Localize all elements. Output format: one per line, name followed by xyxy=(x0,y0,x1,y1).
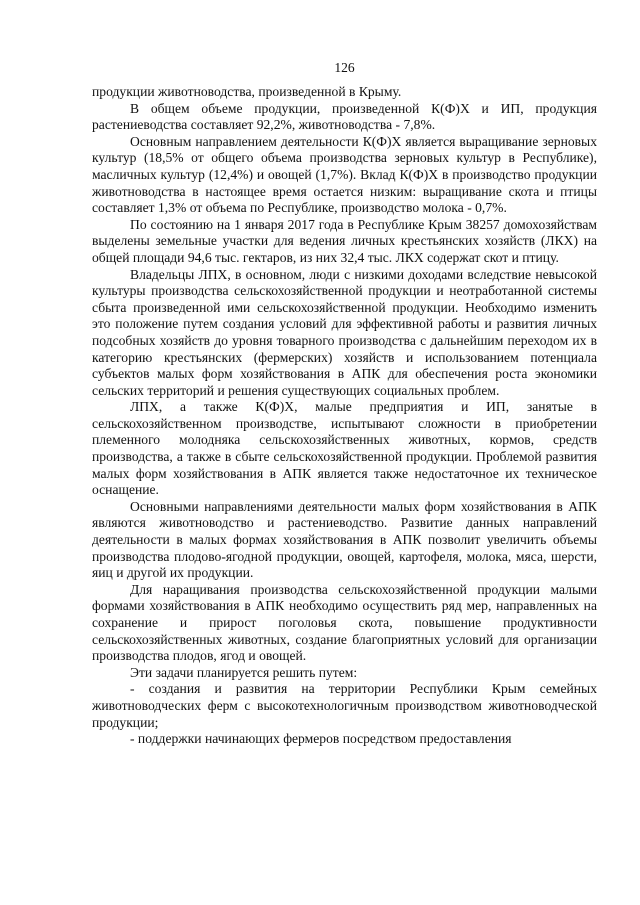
paragraph-household-plots: По состоянию на 1 января 2017 года в Республике Крым 38257 домохозяйствам выделены земельные участки для ведения личных крестьянских хозяйств (ЛКХ) на общей площади 94,6 тыс. гектаров, из них 32,4 тыс. ЛКХ содержат скот и птицу. xyxy=(92,216,597,265)
paragraph-main-direction: Основным направлением деятельности К(Ф)Х является выращивание зерновых культур (18,5% от общего объема производства зерновых культур в Республике), масличных культур (12,4%) и овощей (1,7%). Вклад К(Ф)Х в производство продукции животноводства в настоящее время остается низким: выращивание скота и птицы составляет 1,3% от объема по Республике, производство молока - 0,7%. xyxy=(92,133,597,216)
paragraph-continuation: продукции животноводства, произведенной в Крыму. xyxy=(92,84,402,99)
paragraph-main-activities: Основными направлениями деятельности малых форм хозяйствования в АПК являются животноводство и растениеводство. Развитие данных направлений деятельности в малых формах хозяйствования в АПК позволит увеличить объемы производства плодово-ягодной продукции, овощей, картофеля, молока, мяса, шерсти, яиц и другой их продукции. xyxy=(92,498,597,581)
list-item-new-farmers: - поддержки начинающих фермеров посредством предоставления xyxy=(130,731,512,747)
page-number: 126 xyxy=(334,60,355,75)
paragraph-tasks-intro: Эти задачи планируется решить путем: xyxy=(130,664,358,680)
paragraph-difficulties: ЛПХ, а также К(Ф)Х, малые предприятия и ИП, занятые в сельскохозяйственном производстве, испытывают сложности в приобретении племенного молодняка сельскохозяйственных животных, кормов, средств производства, а также в сбыте сельскохозяйственной продукции. Проблемой развития малых форм хозяйствования в АПК является также недостаточное их техническое оснащение. xyxy=(92,399,597,498)
paragraph-lph-owners: Владельцы ЛПХ, в основном, люди с низкими доходами вследствие невысокой культуры производства сельскохозяйственной продукции и неотработанной системы сбыта произведенной ими сельскохозяйственной продукции. Необходимо изменить это положение путем создания условий для эффективной работы и развития личных подсобных хозяйств до уровня товарного производства с дальнейшим переходом их в категорию крестьянских (фермерских) хозяйств и использованием потенциала субъектов малых форм хозяйствования в АПК для обеспечения роста экономики сельских территорий и решения существующих социальных проблем. xyxy=(92,266,597,398)
list-item-family-farms: - создания и развития на территории Республики Крым семейных животноводческих ферм с высокотехнологичным производством животноводческой продукции; xyxy=(92,681,597,730)
paragraph-production-share: В общем объеме продукции, произведенной К(Ф)Х и ИП, продукция растениеводства составляет 92,2%, животноводства - 7,8%. xyxy=(92,100,597,133)
paragraph-measures: Для наращивания производства сельскохозяйственной продукции малыми формами хозяйствования в АПК необходимо осуществить ряд мер, направленных на сохранение и прирост поголовья скота, повышение продуктивности сельскохозяйственных животных, создание благоприятных условий для организации производства плодов, ягод и овощей. xyxy=(92,581,597,664)
